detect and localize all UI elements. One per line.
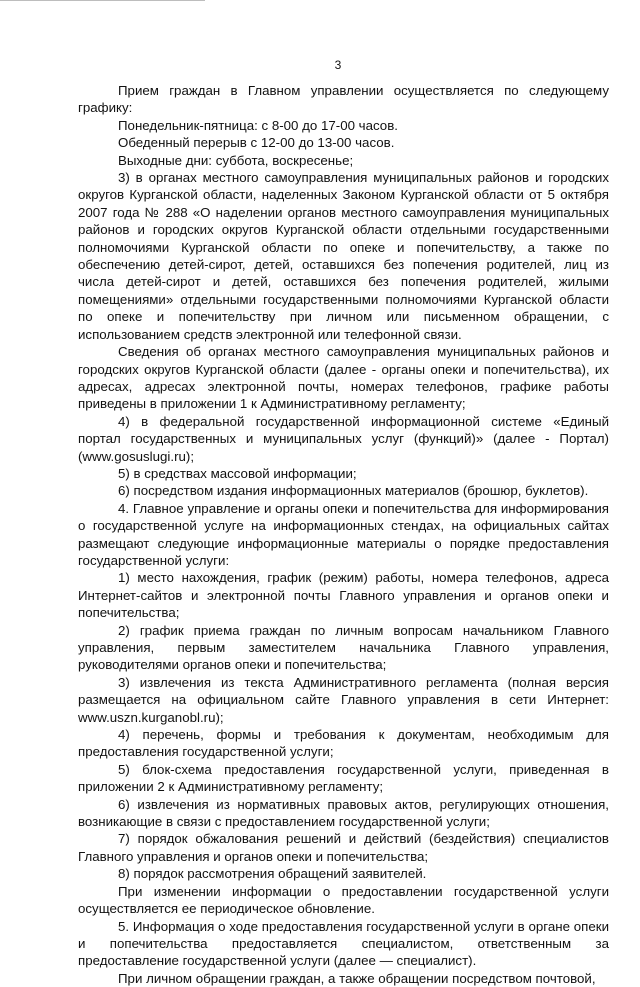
paragraph: Сведения об органах местного самоуправления муниципальных районов и городских округов Курганской области (далее - органы опеки и попечительства), их адресах, адресах электронной почты, номерах телефонов, графике работы приведены в приложении 1 к Административному регламенту;	[78, 344, 609, 412]
paragraph: 4) в федеральной государственной информационной системе «Единый портал государственных и муниципальных услуг (функций)» (далее - Портал) (www.gosuslugi.ru);	[78, 413, 609, 464]
bottom-edge	[636, 875, 640, 905]
paragraph: При личном обращении граждан, а также обращении посредством почтовой,	[118, 970, 596, 986]
paragraph: 4) перечень, формы и требования к документам, необходимым для предоставления государственной услуги;	[78, 727, 609, 760]
paragraph: Выходные дни: суббота, воскресенье;	[118, 152, 354, 168]
paragraph: 8) порядок рассмотрения обращений заявителей.	[118, 866, 427, 882]
paragraph: 4. Главное управление и органы опеки и попечительства для информирования о государственной услуге на информационных стендах, на официальных сайтах размещают следующие информационные материалы о порядке предоставления государственной услуги:	[78, 500, 609, 568]
paragraph: 6) посредством издания информационных материалов (брошюр, буклетов).	[118, 483, 589, 499]
paragraph: 3) в органах местного самоуправления муниципальных районов и городских округов Курганской области, наделенных Законом Курганской области от 5 октября 2007 года № 288 «О наделении органов местного самоуправления муниципальных районов и городских округов Курганской области отдельными государственными полномочиями Курганской области по опеке и попечительству, а также по обеспечению детей-сирот, детей, оставшихся без попечения родителей, лиц из числа детей-сирот и детей, оставшихся без попечения родителей, жилыми помещениями» отдельными государственными полномочиями Курганской области по опеке и попечительству при личном или письменном обращении, с использованием средств электронной или телефонной связи.	[78, 170, 609, 342]
paragraph: Прием граждан в Главном управлении осуществляется по следующему графику:	[78, 83, 609, 116]
paragraph: 5. Информация о ходе предоставления государственной услуги в органе опеки и попечительства предоставляется специалистом, ответственным за предоставление государственной услуги (далее — специалист).	[78, 918, 609, 969]
paragraph: 3) извлечения из текста Административного регламента (полная версия размещается на официальном сайте Главного управления в сети Интернет: www.uszn.kurganobl.ru);	[78, 674, 609, 725]
paragraph: Понедельник-пятница: с 8-00 до 17-00 часов.	[118, 117, 398, 133]
paragraph: 1) место нахождения, график (режим) работы, номера телефонов, адреса Интернет-сайтов и электронной почты Главного управления и органов опеки и попечительства;	[78, 570, 609, 621]
page-number: 3	[334, 58, 342, 72]
paragraph: 7) порядок обжалования решений и действий (бездействия) специалистов Главного управления и органов опеки и попечительства;	[78, 831, 609, 864]
paragraph: 2) график приема граждан по личным вопросам начальником Главного управления, первым заместителем начальника Главного управления, руководителями органов опеки и попечительства;	[78, 622, 609, 673]
paragraph: При изменении информации о предоставлении государственной услуги осуществляется ее периодическое обновление.	[78, 883, 609, 917]
paragraph: 5) блок-схема предоставления государственной услуги, приведенная в приложении 2 к Административному регламенту;	[78, 761, 609, 795]
document-body	[78, 82, 609, 987]
paragraph: Обеденный перерыв с 12-00 до 13-00 часов.	[118, 135, 395, 151]
paragraph: 5) в средствах массовой информации;	[118, 465, 357, 481]
top-divider	[0, 0, 205, 1]
paragraph: 6) извлечения из нормативных правовых актов, регулирующих отношения, возникающие в связи с предоставлением государственной услуги;	[78, 796, 609, 830]
